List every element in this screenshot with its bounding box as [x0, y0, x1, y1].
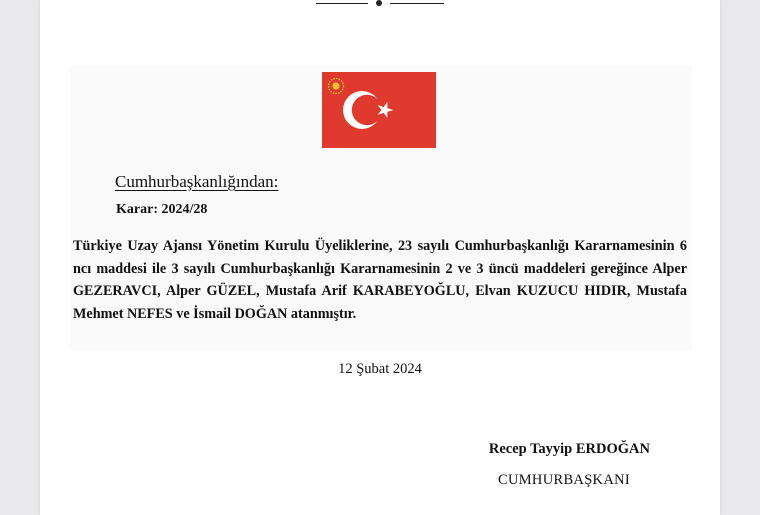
header-ornament: [314, 0, 446, 8]
turkish-flag-icon: [322, 72, 436, 148]
signatory-name: Recep Tayyip ERDOĞAN: [488, 441, 650, 457]
decision-body: Türkiye Uzay Ajansı Yönetim Kurulu Üyeliklerine, 23 sayılı Cumhurbaşkanlığı Kararnamesinin 6 ncı maddesi ile 3 sayılı Cumhurbaşkanlığı Kararnamesinin 2 ve 3 üncü maddeleri gereğince Alper GEZERAVCI, Alper GÜZEL, Mustafa Arif KARABEYOĞLU, Elvan KUZUCU HIDIR, Mustafa Mehmet NEFES ve İsmail DOĞAN atanmıştır.: [73, 238, 687, 322]
decision-date: 12 Şubat 2024: [338, 361, 422, 377]
document-page: [40, 0, 720, 515]
signatory-title: CUMHURBAŞKANI: [498, 472, 630, 488]
decision-number: Karar: 2024/28: [116, 202, 208, 217]
issuer-heading: Cumhurbaşkanlığından:: [115, 172, 279, 191]
